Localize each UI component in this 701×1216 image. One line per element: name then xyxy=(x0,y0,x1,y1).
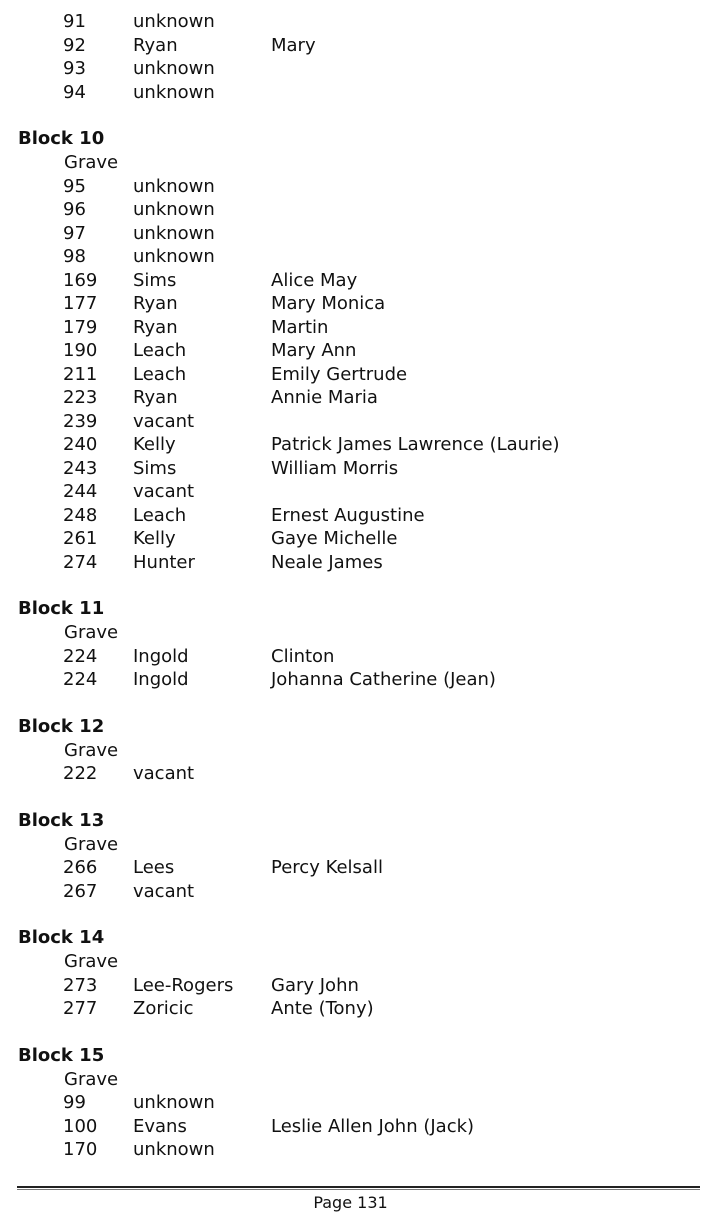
block-spacer xyxy=(0,786,701,809)
given-names: Mary xyxy=(271,34,316,56)
block-title: Block 14 xyxy=(18,927,105,948)
grave-number: 169 xyxy=(63,269,98,291)
grave-number: 273 xyxy=(63,974,98,996)
surname: unknown xyxy=(133,1139,215,1160)
surname: Kelly xyxy=(133,528,176,549)
grave-row xyxy=(0,551,701,575)
given-names: Mary Monica xyxy=(271,293,386,314)
given-names: Emily Gertrude xyxy=(271,363,408,385)
surname: Lee-Rogers xyxy=(133,974,234,996)
leading-grave-list xyxy=(0,10,701,104)
grave-column-heading: Grave xyxy=(64,1068,119,1090)
footer-divider xyxy=(17,1186,700,1188)
grave-row xyxy=(0,10,701,34)
grave-number: 224 xyxy=(63,645,98,667)
grave-number: 222 xyxy=(63,763,98,784)
surname: Ryan xyxy=(133,387,178,408)
grave-row xyxy=(0,880,701,904)
grave-number: 248 xyxy=(63,504,98,526)
grave-number: 93 xyxy=(63,58,86,79)
given-names: Leslie Allen John (Jack) xyxy=(271,1115,475,1137)
cemetery-block xyxy=(0,127,701,574)
cemetery-block xyxy=(0,1044,701,1162)
block-spacer xyxy=(0,104,701,127)
surname: unknown xyxy=(133,81,215,103)
given-names: Percy Kelsall xyxy=(271,857,383,878)
footer-divider-shadow xyxy=(17,1189,700,1190)
blocks-list xyxy=(0,104,701,1162)
given-names: Mary Ann xyxy=(271,340,357,361)
grave-number: 95 xyxy=(63,175,86,197)
block-spacer xyxy=(0,1021,701,1044)
surname: Evans xyxy=(133,1115,187,1137)
surname: unknown xyxy=(133,175,215,197)
grave-number: 239 xyxy=(63,410,98,432)
grave-number: 211 xyxy=(63,363,98,385)
page-number: Page 131 xyxy=(313,1193,388,1212)
surname: unknown xyxy=(133,222,215,244)
cemetery-block xyxy=(0,926,701,1021)
grave-number: 94 xyxy=(63,81,86,103)
given-names: Ante (Tony) xyxy=(271,998,374,1019)
cemetery-block xyxy=(0,809,701,904)
block-title: Block 11 xyxy=(18,598,105,619)
grave-row xyxy=(0,316,701,340)
grave-row xyxy=(0,856,701,880)
surname: vacant xyxy=(133,410,195,432)
surname: Kelly xyxy=(133,434,176,455)
grave-row xyxy=(0,974,701,998)
cemetery-block xyxy=(0,597,701,692)
surname: Zoricic xyxy=(133,998,194,1019)
grave-number: 92 xyxy=(63,34,86,56)
grave-column-heading: Grave xyxy=(64,951,119,972)
surname: vacant xyxy=(133,481,195,502)
grave-row xyxy=(0,57,701,81)
grave-row xyxy=(0,269,701,293)
grave-row xyxy=(0,1138,701,1162)
given-names: Gary John xyxy=(271,974,359,996)
grave-row xyxy=(0,222,701,246)
given-names: Ernest Augustine xyxy=(271,504,425,526)
surname: Ryan xyxy=(133,293,178,314)
grave-row xyxy=(0,433,701,457)
given-names: Johanna Catherine (Jean) xyxy=(271,669,496,690)
surname: Ingold xyxy=(133,645,189,667)
grave-row xyxy=(0,34,701,58)
grave-row xyxy=(0,175,701,199)
top-margin xyxy=(0,0,701,10)
grave-number: 179 xyxy=(63,316,98,338)
block-spacer xyxy=(0,692,701,715)
grave-row xyxy=(0,1091,701,1115)
grave-number: 100 xyxy=(63,1115,98,1137)
grave-row xyxy=(0,504,701,528)
grave-row xyxy=(0,1115,701,1139)
surname: unknown xyxy=(133,199,215,220)
given-names: Neale James xyxy=(271,551,383,573)
given-names: Martin xyxy=(271,316,329,338)
surname: Leach xyxy=(133,340,187,361)
grave-number: 98 xyxy=(63,246,86,267)
given-names: Annie Maria xyxy=(271,387,378,408)
grave-number: 277 xyxy=(63,998,98,1019)
grave-row xyxy=(0,198,701,222)
surname: unknown xyxy=(133,58,215,79)
surname: Ryan xyxy=(133,316,178,338)
grave-number: 224 xyxy=(63,669,98,690)
grave-row xyxy=(0,363,701,387)
surname: Ingold xyxy=(133,669,189,690)
grave-number: 266 xyxy=(63,857,98,878)
given-names: Clinton xyxy=(271,645,335,667)
grave-number: 190 xyxy=(63,340,98,361)
grave-number: 274 xyxy=(63,551,98,573)
given-names: Patrick James Lawrence (Laurie) xyxy=(271,434,560,455)
grave-number: 177 xyxy=(63,293,98,314)
block-spacer xyxy=(0,903,701,926)
grave-row xyxy=(0,410,701,434)
surname: Leach xyxy=(133,363,187,385)
grave-row xyxy=(0,645,701,669)
cemetery-block xyxy=(0,715,701,786)
grave-row xyxy=(0,762,701,786)
grave-row xyxy=(0,997,701,1021)
grave-row xyxy=(0,292,701,316)
grave-number: 261 xyxy=(63,528,98,549)
grave-number: 97 xyxy=(63,222,86,244)
block-title: Block 10 xyxy=(18,128,105,149)
grave-number: 223 xyxy=(63,387,98,408)
grave-row xyxy=(0,457,701,481)
grave-row xyxy=(0,81,701,105)
surname: unknown xyxy=(133,246,215,267)
grave-row xyxy=(0,527,701,551)
surname: Lees xyxy=(133,857,175,878)
given-names: William Morris xyxy=(271,457,399,479)
surname: Leach xyxy=(133,504,187,526)
grave-number: 243 xyxy=(63,457,98,479)
grave-number: 96 xyxy=(63,199,86,220)
surname: unknown xyxy=(133,1092,215,1113)
grave-column-heading: Grave xyxy=(64,739,119,761)
given-names: Alice May xyxy=(271,269,358,291)
grave-column-heading: Grave xyxy=(64,152,119,173)
grave-row xyxy=(0,339,701,363)
grave-column-heading: Grave xyxy=(64,833,119,855)
surname: vacant xyxy=(133,880,195,902)
grave-number: 99 xyxy=(63,1092,86,1113)
grave-row xyxy=(0,668,701,692)
grave-number: 267 xyxy=(63,880,98,902)
grave-row xyxy=(0,245,701,269)
grave-number: 240 xyxy=(63,434,98,455)
given-names: Gaye Michelle xyxy=(271,528,398,549)
grave-number: 244 xyxy=(63,481,98,502)
block-title: Block 13 xyxy=(18,809,105,831)
surname: Sims xyxy=(133,457,177,479)
grave-number: 91 xyxy=(63,11,86,32)
surname: Ryan xyxy=(133,34,178,56)
grave-row xyxy=(0,386,701,410)
block-spacer xyxy=(0,574,701,597)
grave-number: 170 xyxy=(63,1139,98,1160)
grave-row xyxy=(0,480,701,504)
block-title: Block 15 xyxy=(18,1044,105,1066)
grave-column-heading: Grave xyxy=(64,622,119,643)
surname: unknown xyxy=(133,11,215,32)
surname: Sims xyxy=(133,269,177,291)
block-title: Block 12 xyxy=(18,715,105,737)
surname: Hunter xyxy=(133,551,195,573)
surname: vacant xyxy=(133,763,195,784)
